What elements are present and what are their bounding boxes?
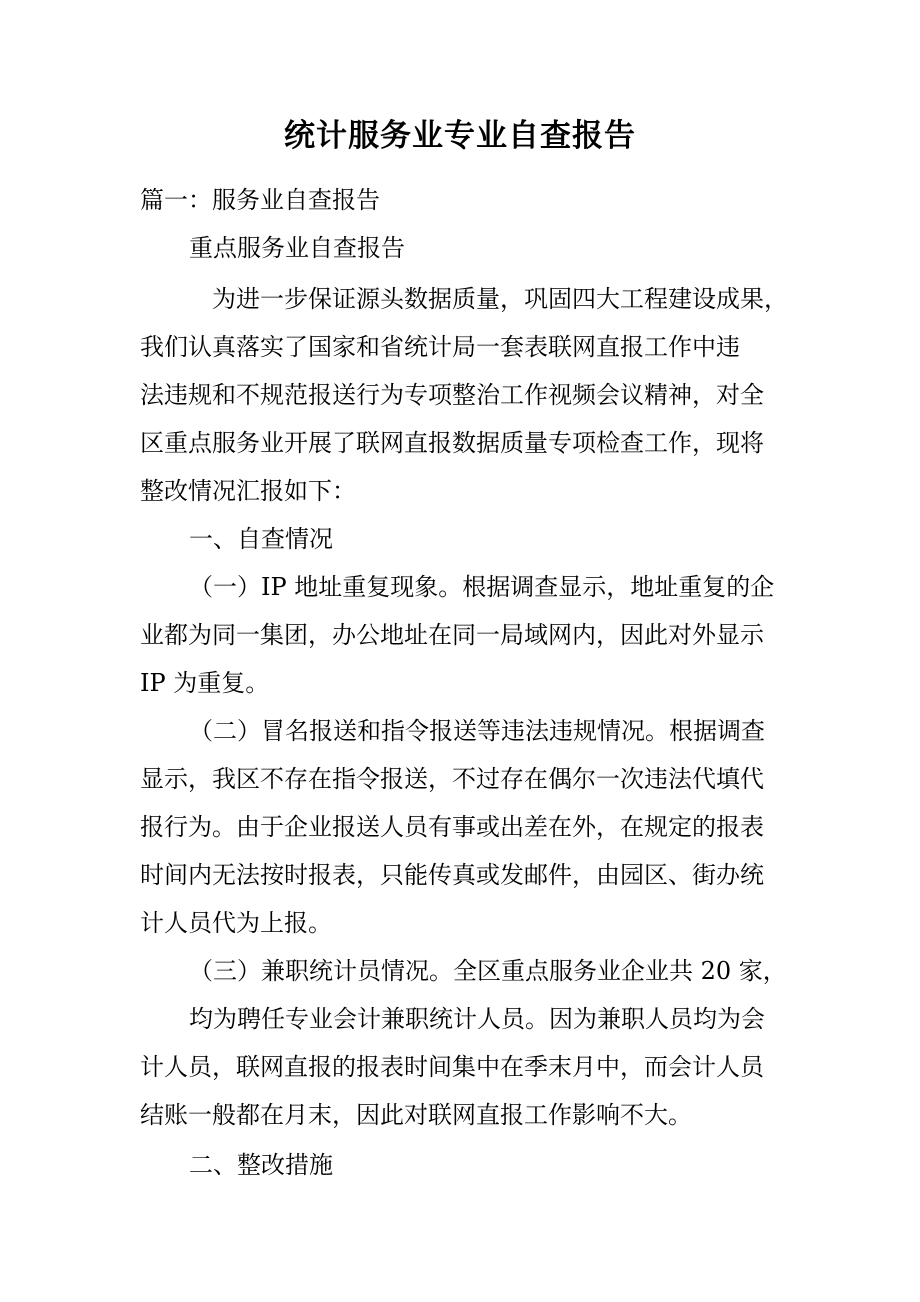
paragraph-line: 报行为。由于企业报送人员有事或出差在外，在规定的报表 — [140, 813, 764, 841]
subtitle: 重点服务业自查报告 — [189, 234, 405, 262]
paragraph-line: IP 为重复。 — [140, 669, 270, 697]
paragraph-line: 法违规和不规范报送行为专项整治工作视频会议精神，对全 — [140, 381, 764, 409]
paragraph-line: （二）冒名报送和指令报送等违法违规情况。根据调查 — [189, 717, 765, 745]
paragraph-line: 时间内无法按时报表，只能传真或发邮件，由园区、街办统 — [140, 861, 764, 889]
paragraph-line: 我们认真落实了国家和省统计局一套表联网直报工作中违 — [140, 333, 740, 361]
paragraph-line: （三）兼职统计员情况。全区重点服务业企业共 20 家， — [189, 957, 787, 985]
paragraph-line: 均为聘任专业会计兼职统计人员。因为兼职人员均为会 — [189, 1005, 765, 1033]
paragraph-line: 整改情况汇报如下： — [140, 477, 356, 505]
paragraph-line: 区重点服务业开展了联网直报数据质量专项检查工作，现将 — [140, 429, 764, 457]
paragraph-line: 业都为同一集团，办公地址在同一局域网内，因此对外显示 — [140, 621, 764, 649]
paragraph-line: 计人员，联网直报的报表时间集中在季末月中，而会计人员 — [140, 1053, 764, 1081]
section-heading: 二、整改措施 — [189, 1151, 333, 1179]
paragraph-line: 计人员代为上报。 — [140, 909, 332, 937]
paragraph-line: 为进一步保证源头数据质量，巩固四大工程建设成果， — [212, 285, 788, 313]
document-title: 统计服务业专业自查报告 — [284, 118, 636, 154]
section-heading-part-one: 篇一：服务业自查报告 — [140, 186, 380, 214]
paragraph-line: （一）IP 地址重复现象。根据调查显示，地址重复的企 — [189, 573, 775, 601]
paragraph-line: 显示，我区不存在指令报送，不过存在偶尔一次违法代填代 — [140, 765, 764, 793]
section-heading: 一、自查情况 — [189, 525, 333, 553]
paragraph-line: 结账一般都在月末，因此对联网直报工作影响不大。 — [140, 1101, 692, 1129]
